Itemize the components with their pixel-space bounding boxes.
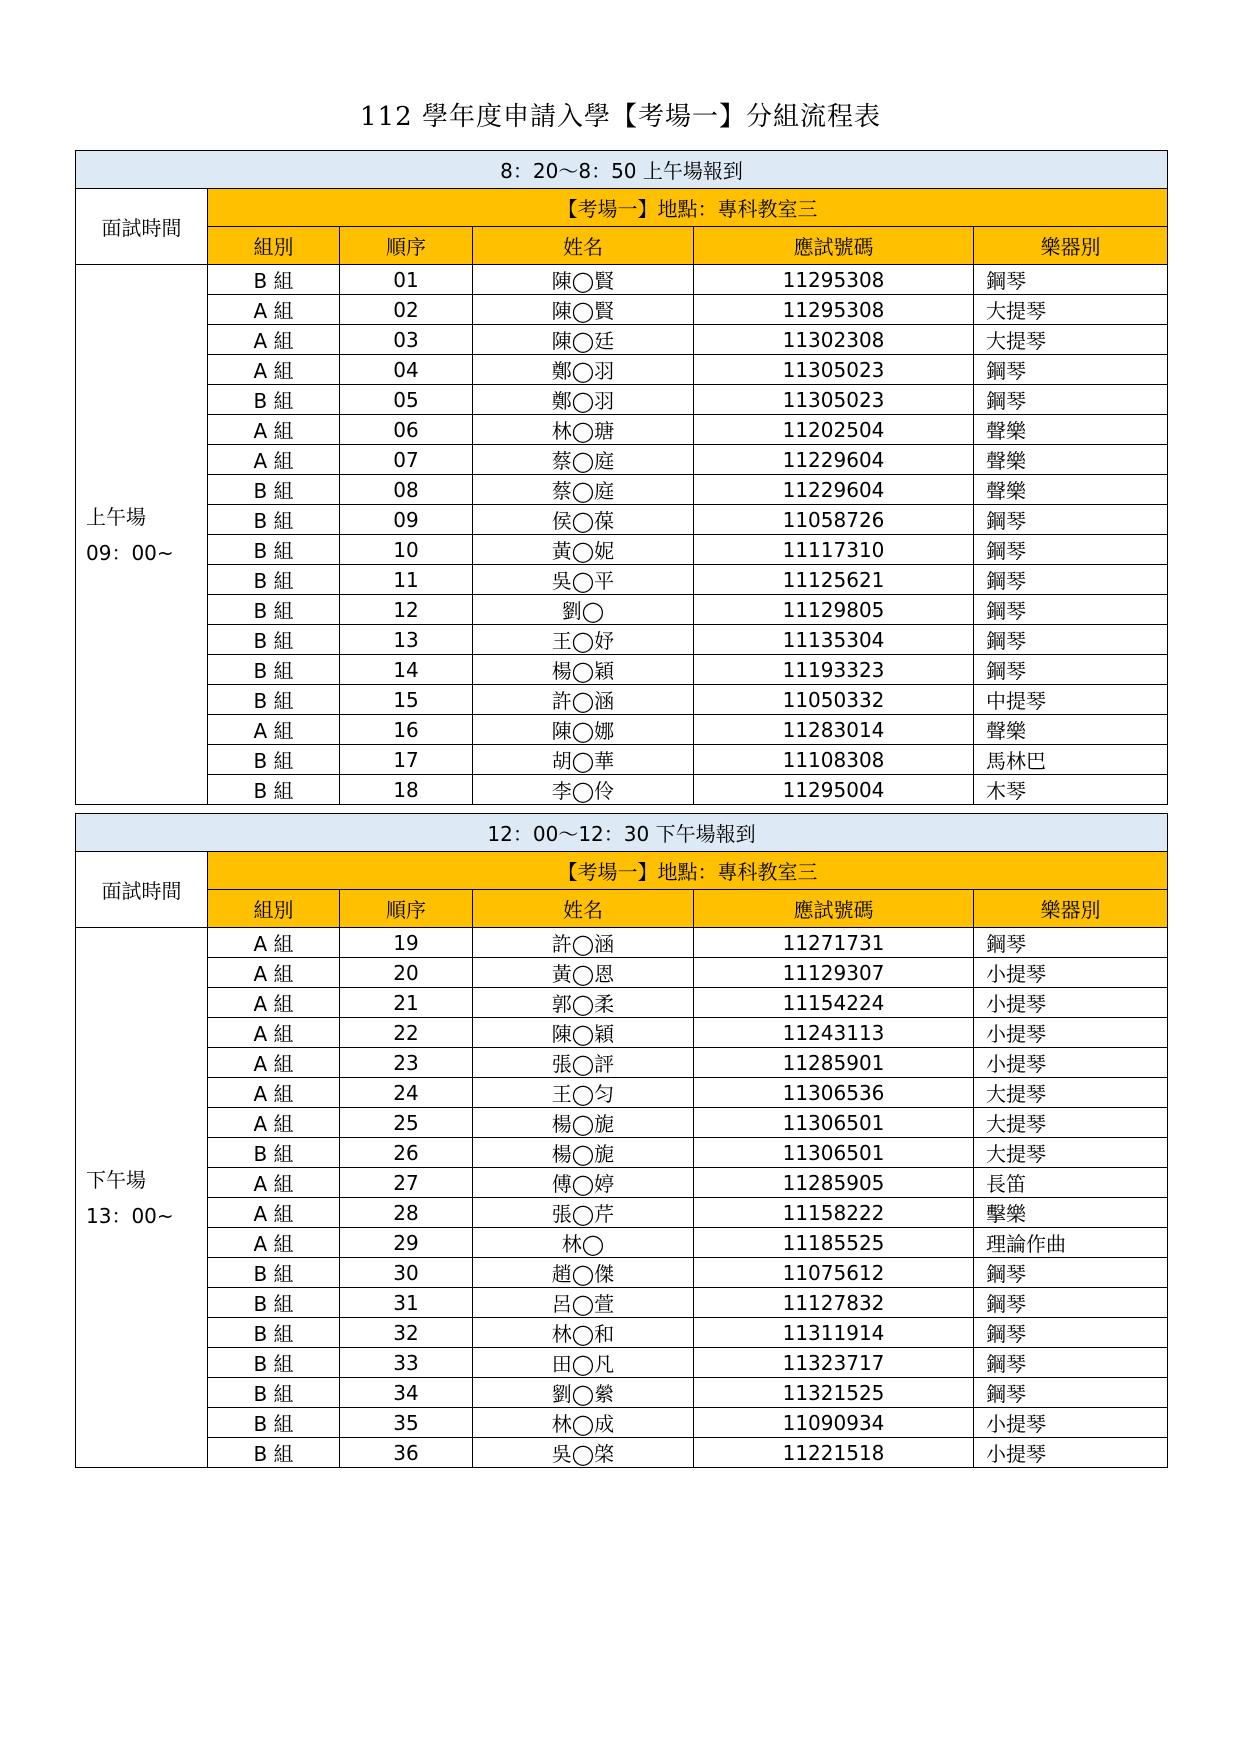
order-cell: 13 <box>340 625 473 655</box>
exam-number-cell: 11117310 <box>694 535 974 565</box>
group-cell: A 組 <box>208 1228 340 1258</box>
order-cell: 17 <box>340 745 473 775</box>
group-cell: B 組 <box>208 655 340 685</box>
name-cell: 黃◯恩 <box>473 958 694 988</box>
exam-number-cell: 11108308 <box>694 745 974 775</box>
afternoon-session-cell <box>76 928 208 1468</box>
table-row <box>76 475 1168 505</box>
order-cell: 02 <box>340 295 473 325</box>
group-cell: B 組 <box>208 1318 340 1348</box>
exam-number-cell: 11202504 <box>694 415 974 445</box>
group-column-header: 組別 <box>208 890 340 928</box>
name-cell: 黃◯妮 <box>473 535 694 565</box>
name-column-header: 姓名 <box>473 890 694 928</box>
group-cell: A 組 <box>208 1108 340 1138</box>
name-cell: 呂◯萱 <box>473 1288 694 1318</box>
exam-number-cell: 11321525 <box>694 1378 974 1408</box>
exam-number-cell: 11127832 <box>694 1288 974 1318</box>
table-row <box>76 535 1168 565</box>
exam-number-cell: 11154224 <box>694 988 974 1018</box>
name-cell: 田◯凡 <box>473 1348 694 1378</box>
exam-number-cell: 11243113 <box>694 1018 974 1048</box>
table-row <box>76 928 1168 958</box>
name-cell: 張◯芹 <box>473 1198 694 1228</box>
name-cell: 陳◯娜 <box>473 715 694 745</box>
group-cell: A 組 <box>208 1198 340 1228</box>
table-row <box>76 565 1168 595</box>
name-cell: 劉◯ <box>473 595 694 625</box>
group-cell: A 組 <box>208 355 340 385</box>
exam-number-cell: 11221518 <box>694 1438 974 1468</box>
exam-number-cell: 11058726 <box>694 505 974 535</box>
order-cell: 33 <box>340 1348 473 1378</box>
name-cell: 許◯涵 <box>473 928 694 958</box>
session-start-time: 13：00~ <box>86 1203 174 1228</box>
instrument-cell: 馬林巴 <box>974 745 1168 775</box>
name-cell: 傅◯婷 <box>473 1168 694 1198</box>
instrument-cell: 大提琴 <box>974 1108 1168 1138</box>
order-cell: 16 <box>340 715 473 745</box>
name-cell: 張◯評 <box>473 1048 694 1078</box>
instrument-column-header: 樂器別 <box>974 227 1168 265</box>
table-row <box>76 265 1168 295</box>
group-cell: B 組 <box>208 775 340 805</box>
instrument-cell: 擊樂 <box>974 1198 1168 1228</box>
group-cell: A 組 <box>208 415 340 445</box>
group-cell: B 組 <box>208 1408 340 1438</box>
order-cell: 07 <box>340 445 473 475</box>
group-cell: B 組 <box>208 685 340 715</box>
instrument-cell: 鋼琴 <box>974 655 1168 685</box>
exam-number-cell: 11305023 <box>694 385 974 415</box>
name-cell: 吳◯棨 <box>473 1438 694 1468</box>
page-title: 112 學年度申請入學【考場一】分組流程表 <box>360 102 881 132</box>
instrument-cell: 大提琴 <box>974 1138 1168 1168</box>
group-cell: A 組 <box>208 1048 340 1078</box>
order-cell: 05 <box>340 385 473 415</box>
order-cell: 23 <box>340 1048 473 1078</box>
instrument-cell: 鋼琴 <box>974 1318 1168 1348</box>
order-cell: 04 <box>340 355 473 385</box>
instrument-cell: 鋼琴 <box>974 355 1168 385</box>
instrument-cell: 中提琴 <box>974 685 1168 715</box>
morning-schedule-table <box>75 150 1168 805</box>
exam-number-cell: 11075612 <box>694 1258 974 1288</box>
order-cell: 12 <box>340 595 473 625</box>
exam-number-cell: 11229604 <box>694 445 974 475</box>
name-cell: 林◯成 <box>473 1408 694 1438</box>
name-cell: 吳◯平 <box>473 565 694 595</box>
order-cell: 26 <box>340 1138 473 1168</box>
name-cell: 鄭◯羽 <box>473 385 694 415</box>
order-column-header: 順序 <box>340 227 473 265</box>
exam-number-cell: 11129307 <box>694 958 974 988</box>
order-cell: 15 <box>340 685 473 715</box>
exam-number-cell: 11323717 <box>694 1348 974 1378</box>
table-row <box>76 1348 1168 1378</box>
table-row <box>76 1228 1168 1258</box>
exam-number-cell: 11306501 <box>694 1108 974 1138</box>
group-cell: A 組 <box>208 958 340 988</box>
session-label: 下午場 <box>86 1167 146 1192</box>
exam-number-cell: 11306536 <box>694 1078 974 1108</box>
name-cell: 陳◯賢 <box>473 295 694 325</box>
exam-number-cell: 11295308 <box>694 265 974 295</box>
name-cell: 趙◯傑 <box>473 1258 694 1288</box>
instrument-cell: 聲樂 <box>974 445 1168 475</box>
group-cell: B 組 <box>208 625 340 655</box>
table-row <box>76 505 1168 535</box>
afternoon-venue-header: 【考場一】地點：專科教室三 <box>208 852 1168 890</box>
table-row <box>76 355 1168 385</box>
order-cell: 03 <box>340 325 473 355</box>
table-row <box>76 445 1168 475</box>
instrument-cell: 鋼琴 <box>974 1258 1168 1288</box>
instrument-cell: 鋼琴 <box>974 265 1168 295</box>
instrument-cell: 木琴 <box>974 775 1168 805</box>
name-cell: 陳◯廷 <box>473 325 694 355</box>
name-cell: 侯◯葆 <box>473 505 694 535</box>
exam-number-cell: 11302308 <box>694 325 974 355</box>
group-column-header: 組別 <box>208 227 340 265</box>
instrument-cell: 鋼琴 <box>974 385 1168 415</box>
table-row <box>76 1168 1168 1198</box>
order-cell: 31 <box>340 1288 473 1318</box>
table-row <box>76 745 1168 775</box>
group-cell: A 組 <box>208 715 340 745</box>
name-cell: 陳◯賢 <box>473 265 694 295</box>
group-cell: B 組 <box>208 595 340 625</box>
table-row <box>76 1438 1168 1468</box>
group-cell: A 組 <box>208 1078 340 1108</box>
name-cell: 李◯伶 <box>473 775 694 805</box>
exam-number-cell: 11305023 <box>694 355 974 385</box>
instrument-cell: 小提琴 <box>974 1048 1168 1078</box>
exam-number-cell: 11271731 <box>694 928 974 958</box>
exam-number-cell: 11295308 <box>694 295 974 325</box>
group-cell: B 組 <box>208 505 340 535</box>
order-cell: 35 <box>340 1408 473 1438</box>
name-cell: 王◯匀 <box>473 1078 694 1108</box>
order-cell: 32 <box>340 1318 473 1348</box>
exam-number-cell: 11185525 <box>694 1228 974 1258</box>
group-cell: B 組 <box>208 1438 340 1468</box>
instrument-cell: 聲樂 <box>974 715 1168 745</box>
name-cell: 許◯涵 <box>473 685 694 715</box>
exam-number-cell: 11050332 <box>694 685 974 715</box>
instrument-cell: 鋼琴 <box>974 565 1168 595</box>
order-cell: 25 <box>340 1108 473 1138</box>
exam-number-cell: 11125621 <box>694 565 974 595</box>
group-cell: B 組 <box>208 265 340 295</box>
table-row <box>76 775 1168 805</box>
afternoon-schedule-table <box>75 813 1168 1468</box>
instrument-cell: 鋼琴 <box>974 625 1168 655</box>
group-cell: A 組 <box>208 295 340 325</box>
table-row <box>76 625 1168 655</box>
group-cell: B 組 <box>208 1288 340 1318</box>
table-row <box>76 1288 1168 1318</box>
table-row <box>76 1258 1168 1288</box>
exam-number-cell: 11135304 <box>694 625 974 655</box>
exam-number-cell: 11129805 <box>694 595 974 625</box>
instrument-cell: 小提琴 <box>974 1408 1168 1438</box>
group-cell: A 組 <box>208 1168 340 1198</box>
order-cell: 21 <box>340 988 473 1018</box>
order-cell: 28 <box>340 1198 473 1228</box>
name-cell: 楊◯旎 <box>473 1108 694 1138</box>
group-cell: A 組 <box>208 928 340 958</box>
group-cell: B 組 <box>208 1348 340 1378</box>
morning-session-cell <box>76 265 208 805</box>
group-cell: A 組 <box>208 445 340 475</box>
group-cell: A 組 <box>208 988 340 1018</box>
table-row <box>76 415 1168 445</box>
order-cell: 06 <box>340 415 473 445</box>
exam-number-cell: 11193323 <box>694 655 974 685</box>
group-cell: A 組 <box>208 325 340 355</box>
exam-number-cell: 11090934 <box>694 1408 974 1438</box>
exam-number-cell: 11158222 <box>694 1198 974 1228</box>
name-cell: 蔡◯庭 <box>473 475 694 505</box>
group-cell: B 組 <box>208 1138 340 1168</box>
exam-number-cell: 11229604 <box>694 475 974 505</box>
order-cell: 09 <box>340 505 473 535</box>
group-cell: B 組 <box>208 385 340 415</box>
name-cell: 鄭◯羽 <box>473 355 694 385</box>
name-cell: 楊◯穎 <box>473 655 694 685</box>
order-cell: 08 <box>340 475 473 505</box>
order-cell: 01 <box>340 265 473 295</box>
instrument-cell: 大提琴 <box>974 1078 1168 1108</box>
name-cell: 王◯妤 <box>473 625 694 655</box>
order-cell: 11 <box>340 565 473 595</box>
order-cell: 34 <box>340 1378 473 1408</box>
instrument-cell: 大提琴 <box>974 325 1168 355</box>
table-row <box>76 1048 1168 1078</box>
group-cell: B 組 <box>208 1378 340 1408</box>
instrument-cell: 鋼琴 <box>974 928 1168 958</box>
name-cell: 胡◯華 <box>473 745 694 775</box>
instrument-cell: 小提琴 <box>974 1018 1168 1048</box>
table-row <box>76 958 1168 988</box>
interview-time-header: 面試時間 <box>76 852 208 928</box>
interview-time-header: 面試時間 <box>76 189 208 265</box>
session-start-time: 09：00~ <box>86 540 174 565</box>
order-cell: 19 <box>340 928 473 958</box>
instrument-column-header: 樂器別 <box>974 890 1168 928</box>
group-cell: B 組 <box>208 745 340 775</box>
table-row <box>76 1018 1168 1048</box>
group-cell: A 組 <box>208 1018 340 1048</box>
exam-number-cell: 11311914 <box>694 1318 974 1348</box>
exam-number-cell: 11283014 <box>694 715 974 745</box>
instrument-cell: 小提琴 <box>974 1438 1168 1468</box>
name-cell: 林◯ <box>473 1228 694 1258</box>
order-cell: 24 <box>340 1078 473 1108</box>
order-cell: 29 <box>340 1228 473 1258</box>
instrument-cell: 鋼琴 <box>974 595 1168 625</box>
exam-number-column-header: 應試號碼 <box>694 227 974 265</box>
instrument-cell: 鋼琴 <box>974 535 1168 565</box>
instrument-cell: 鋼琴 <box>974 1348 1168 1378</box>
order-cell: 14 <box>340 655 473 685</box>
group-cell: B 組 <box>208 475 340 505</box>
table-row <box>76 325 1168 355</box>
order-cell: 30 <box>340 1258 473 1288</box>
group-cell: B 組 <box>208 565 340 595</box>
table-row <box>76 685 1168 715</box>
afternoon-checkin-banner: 12：00～12：30 下午場報到 <box>76 814 1168 852</box>
session-label: 上午場 <box>86 504 146 529</box>
exam-number-column-header: 應試號碼 <box>694 890 974 928</box>
table-row <box>76 1318 1168 1348</box>
table-row <box>76 1408 1168 1438</box>
table-row <box>76 715 1168 745</box>
name-cell: 蔡◯庭 <box>473 445 694 475</box>
name-cell: 劉◯縈 <box>473 1378 694 1408</box>
name-column-header: 姓名 <box>473 227 694 265</box>
order-column-header: 順序 <box>340 890 473 928</box>
group-cell: B 組 <box>208 535 340 565</box>
order-cell: 22 <box>340 1018 473 1048</box>
order-cell: 10 <box>340 535 473 565</box>
instrument-cell: 長笛 <box>974 1168 1168 1198</box>
instrument-cell: 小提琴 <box>974 958 1168 988</box>
order-cell: 36 <box>340 1438 473 1468</box>
order-cell: 20 <box>340 958 473 988</box>
exam-number-cell: 11285901 <box>694 1048 974 1078</box>
instrument-cell: 鋼琴 <box>974 1288 1168 1318</box>
table-row <box>76 295 1168 325</box>
table-row <box>76 1078 1168 1108</box>
exam-number-cell: 11285905 <box>694 1168 974 1198</box>
name-cell: 陳◯穎 <box>473 1018 694 1048</box>
table-row <box>76 988 1168 1018</box>
table-row <box>76 1108 1168 1138</box>
instrument-cell: 大提琴 <box>974 295 1168 325</box>
table-row <box>76 1378 1168 1408</box>
instrument-cell: 鋼琴 <box>974 1378 1168 1408</box>
instrument-cell: 聲樂 <box>974 475 1168 505</box>
instrument-cell: 聲樂 <box>974 415 1168 445</box>
table-row <box>76 385 1168 415</box>
group-cell: B 組 <box>208 1258 340 1288</box>
name-cell: 楊◯旎 <box>473 1138 694 1168</box>
morning-checkin-banner: 8：20～8：50 上午場報到 <box>76 151 1168 189</box>
name-cell: 郭◯柔 <box>473 988 694 1018</box>
instrument-cell: 理論作曲 <box>974 1228 1168 1258</box>
name-cell: 林◯瑭 <box>473 415 694 445</box>
instrument-cell: 小提琴 <box>974 988 1168 1018</box>
exam-number-cell: 11295004 <box>694 775 974 805</box>
table-row <box>76 1198 1168 1228</box>
order-cell: 18 <box>340 775 473 805</box>
table-row <box>76 595 1168 625</box>
exam-number-cell: 11306501 <box>694 1138 974 1168</box>
order-cell: 27 <box>340 1168 473 1198</box>
name-cell: 林◯和 <box>473 1318 694 1348</box>
table-row <box>76 655 1168 685</box>
instrument-cell: 鋼琴 <box>974 505 1168 535</box>
morning-venue-header: 【考場一】地點：專科教室三 <box>208 189 1168 227</box>
table-row <box>76 1138 1168 1168</box>
